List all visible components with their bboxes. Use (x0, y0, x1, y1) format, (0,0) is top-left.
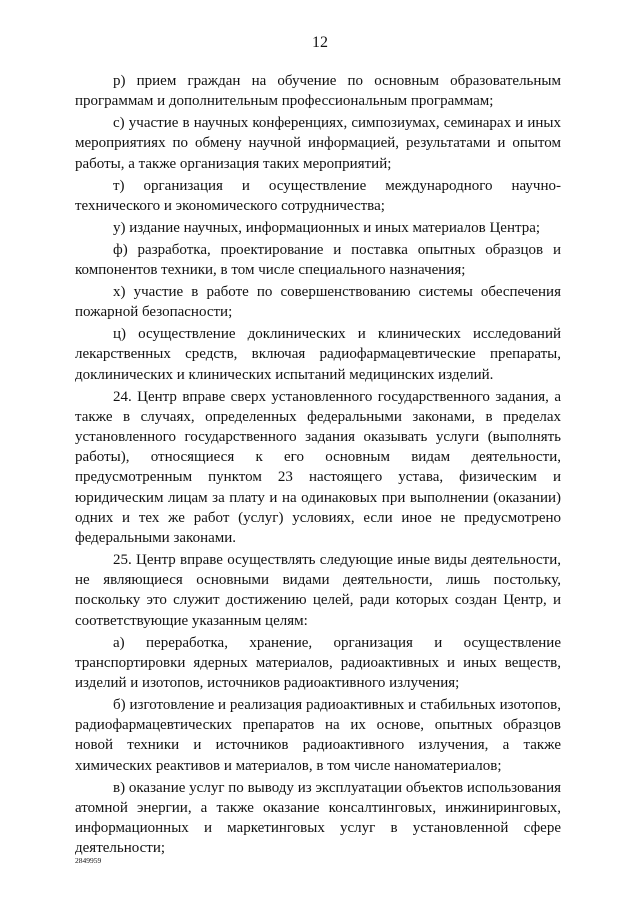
paragraph-clause-25: 25. Центр вправе осуществлять следующие иные виды деятельности, не являющиеся основными видами деятельности, лишь постольку, поскольку это служит достижению целей, ради которых создан Центр, и соответствующие указанным целям: (75, 552, 561, 629)
paragraph-item-f: ф) разработка, проектирование и поставка опытных образцов и компонентов техники, в том числе специального назначения; (75, 241, 561, 279)
paragraph-item-u: у) издание научных, информационных и иных материалов Центра; (113, 219, 541, 236)
paragraph-item-b: б) изготовление и реализация радиоактивных и стабильных изотопов, радиофармацевтических препаратов на их основе, опытных образцов новой техники и источников радиоактивного излучения, а также химических реактивов и материалов, в том числе наноматериалов; (75, 697, 561, 774)
paragraph-item-kh: х) участие в работе по совершенствованию системы обеспечения пожарной безопасности; (75, 284, 561, 321)
paragraph-item-ts: ц) осуществление доклинических и клинических исследований лекарственных средств, включая радиофармацевтические препараты, доклинических и клинических испытаний медицинских изделий. (75, 326, 561, 383)
paragraph-item-t: т) организация и осуществление международного научно-технического и экономического сотрудничества; (75, 177, 561, 214)
document-id: 2849959 (75, 856, 102, 865)
paragraph-item-s: с) участие в научных конференциях, симпозиумах, семинарах и иных мероприятиях по обмену научной информацией, результатами и опытом работы, а также организация таких мероприятий; (75, 115, 561, 172)
paragraph-item-r: р) прием граждан на обучение по основным образовательным программам и дополнительным профессиональным программам; (75, 73, 561, 110)
document-body (75, 71, 561, 860)
paragraph-item-a: а) переработка, хранение, организация и осуществление транспортировки ядерных материалов, радиоактивных и иных веществ, изделий и изотопов, источников радиоактивного излучения; (75, 634, 561, 692)
page-number: 12 (312, 34, 328, 51)
paragraph-clause-24: 24. Центр вправе сверх установленного государственного задания, а также в случаях, определенных федеральными законами, в пределах установленного государственного задания оказывать услуги (выполнять работы), относящиеся к его основным видам деятельности, предусмотренным пунктом 23 настоящего устава, физическим и юридическим лицам за плату и на одинаковых при выполнении (оказании) одних и тех же работ (услуг) условиях, если иное не предусмотрено федеральными законами. (75, 388, 561, 547)
paragraph-item-v: в) оказание услуг по выводу из эксплуатации объектов использования атомной энергии, а также оказание консалтинговых, инжиниринговых, информационных и маркетинговых услуг в установленной сфере деятельности; (75, 779, 561, 857)
